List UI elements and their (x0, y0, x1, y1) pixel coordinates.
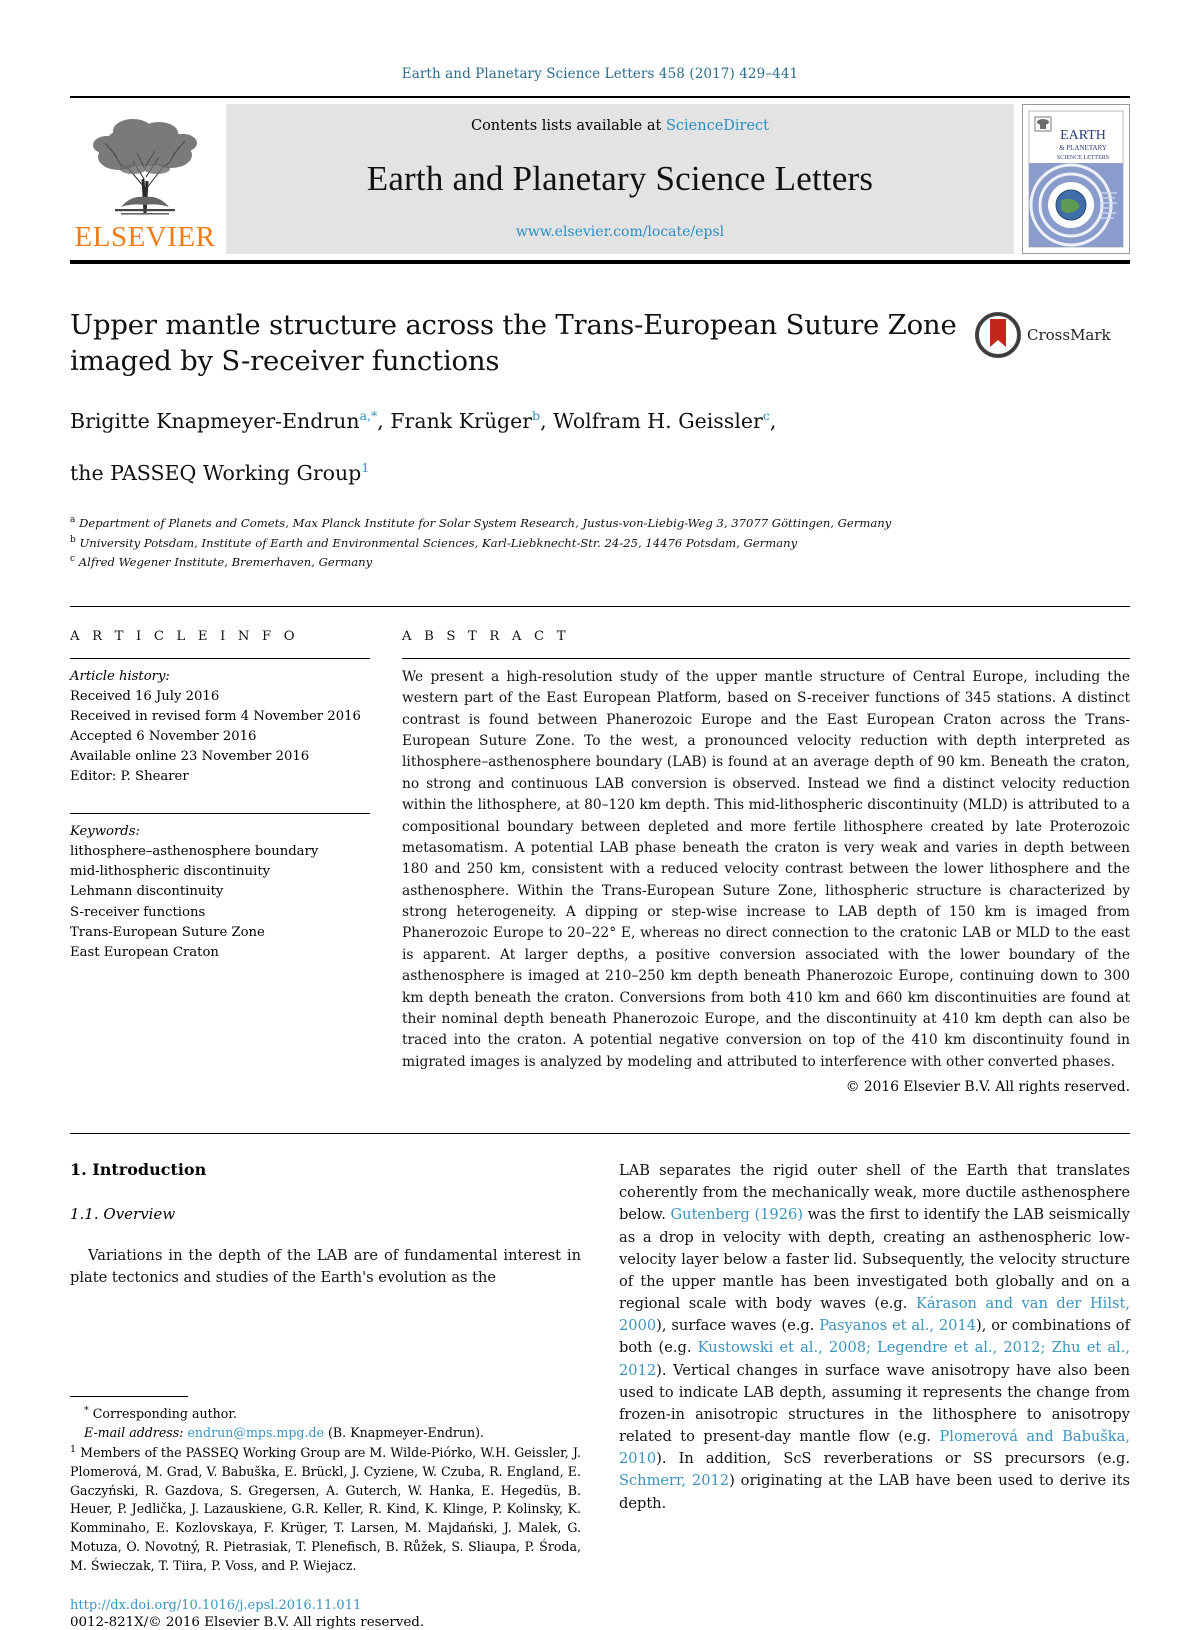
citation-link[interactable]: Plomerová and Babuška, 2010 (619, 1428, 1130, 1468)
paragraph-text: ) originating at the LAB have been used to derive its depth. (619, 1472, 1131, 1512)
affiliation-c-text: Alfred Wegener Institute, Bremerhaven, Germany (78, 555, 373, 570)
svg-text:SCIENCE LETTERS: SCIENCE LETTERS (1056, 155, 1110, 161)
body-column-left (70, 1160, 581, 1630)
article-info-rule (70, 658, 370, 659)
author-sep-2: , (540, 408, 554, 433)
svg-text:EARTH: EARTH (1060, 128, 1106, 143)
email-label: E-mail address: (84, 1424, 184, 1440)
elsevier-tree-icon (81, 109, 209, 221)
keyword-item: lithosphere–asthenosphere boundary (70, 844, 319, 860)
journal-masthead (70, 96, 1130, 264)
page-title: Upper mantle structure across the Trans-European Suture Zone imaged by S-receiver functions (70, 309, 957, 377)
contents-prefix: Contents lists available at (470, 118, 666, 134)
info-abstract-block (70, 606, 1130, 1095)
affiliation-a (70, 513, 1130, 533)
masthead-bottom-rule (70, 260, 1130, 264)
footnote-corresponding-author (70, 1404, 581, 1424)
elsevier-logo (70, 104, 220, 254)
footnote-block (70, 1396, 581, 1630)
subsection-heading-overview: 1.1. Overview (70, 1205, 176, 1224)
keywords-block (70, 813, 370, 962)
citation-link[interactable]: Gutenberg (1926) (670, 1206, 803, 1224)
doi-link[interactable]: http://dx.doi.org/10.1016/j.epsl.2016.11.011 (70, 1598, 362, 1614)
paragraph-text: ), or combinations of both (e.g. (619, 1317, 1130, 1357)
journal-banner (226, 104, 1014, 254)
affiliation-list (70, 513, 1130, 572)
crossmark-label: CrossMark (1027, 326, 1111, 344)
affiliation-b-mark: b (70, 534, 76, 545)
journal-title: Earth and Planetary Science Letters (366, 159, 874, 198)
affiliation-b (70, 533, 1130, 553)
paragraph-text: ). In addition, ScS reverberations or SS precursors (e.g. (656, 1450, 1130, 1468)
author-group (70, 458, 1130, 489)
intro-paragraph: Variations in the depth of the LAB are of fundamental interest in plate tectonics and studies of the Earth's evolution as the (70, 1247, 581, 1287)
citation-link[interactable]: Schmerr, 2012 (619, 1472, 730, 1490)
affiliation-a-text: Department of Planets and Comets, Max Planck Institute for Solar System Research, Justus-von-Liebig-Weg 3, 37077 Göttingen, Germany (79, 515, 892, 530)
footnote-corresponding-text: Corresponding author. (92, 1405, 237, 1421)
article-history (70, 667, 370, 787)
author-1: Brigitte Knapmeyer-Endrun$^{a,*}$ (70, 407, 378, 433)
running-head: Earth and Planetary Science Letters 458 (2017) 429–441 (401, 66, 799, 82)
author-3: Wolfram H. Geissler$^c$ (553, 407, 770, 433)
intro-paragraph-continued (619, 1160, 1130, 1515)
history-item: Editor: P. Shearer (70, 769, 189, 785)
abstract-rule (402, 658, 1130, 659)
body-column-right (619, 1160, 1130, 1630)
paragraph-text: ), surface waves (e.g. (656, 1317, 820, 1335)
paragraph-text: ). Vertical changes in surface wave anisotropy have also been used to indicate LAB depth, assuming it represents the change from frozen-in anisotropic structures in the lithosphere to anisotropy related to present-day mantle flow (e.g. (619, 1361, 1130, 1446)
footnote-working-group-text: Members of the PASSEQ Working Group are M. Wilde-Piórko, W.H. Geissler, J. Plomerová, M. Grad, V. Babuška, E. Brückl, J. Cyziene, W. Czuba, R. England, E. Gaczyński, R. Gazdova, S. Gregersen, A. Guterch, W. Hanka, E. Hegedüs, B. Heuer, P. Jedlička, J. Lazauskiene, G.R. Keller, R. Kind, K. Klinge, P. Kolinsky, K. Komminaho, E. Kozlovskaya, F. Krüger, T. Larsen, M. Majdański, J. Malek, G. Motuza, O. Novotný, R. Pietrasiak, T. Plenefisch, B. Růžek, S. Sliaupa, P. Środa, M. Świeczak, T. Tiira, P. Voss, and P. Wiejacz. (70, 1444, 581, 1574)
citation-link[interactable]: Kárason and van der Hilst, 2000 (619, 1295, 1131, 1335)
contents-available-line (471, 118, 769, 134)
footnote-working-group (70, 1443, 581, 1576)
history-item: Received 16 July 2016 (70, 688, 220, 704)
journal-cover-thumbnail (1022, 104, 1130, 254)
journal-url-link[interactable]: www.elsevier.com/locate/epsl (515, 224, 725, 240)
abstract-heading: A B S T R A C T (402, 628, 570, 644)
footnote-one-mark: 1 (70, 1443, 77, 1455)
citation-link[interactable]: Kustowski et al., 2008; Legendre et al., 2012; Zhu et al., 2012 (619, 1339, 1130, 1379)
elsevier-wordmark: ELSEVIER (74, 221, 216, 253)
affiliation-c (70, 552, 1130, 572)
cover-artwork (1023, 105, 1129, 253)
doi-block (70, 1598, 581, 1630)
author-sep-1: , (377, 408, 391, 433)
working-group-name: the PASSEQ Working Group (70, 461, 362, 486)
author-3-affil-mark: c (762, 407, 770, 423)
keywords-label: Keywords: (70, 824, 140, 840)
email-owner: (B. Knapmeyer-Endrun). (328, 1424, 485, 1440)
paragraph-text: LAB separates the rigid outer shell of the Earth that translates coherently from the mechanically weak, more ductile asthenosphere below. (619, 1162, 1130, 1224)
keyword-item: East European Craton (70, 944, 219, 960)
author-1-affil-mark: a,* (359, 407, 378, 423)
keywords-rule (70, 813, 370, 814)
keyword-item: Lehmann discontinuity (70, 884, 224, 900)
crossmark-icon (975, 312, 1021, 358)
body-columns (70, 1133, 1130, 1630)
author-2: Frank Krüger$^b$ (390, 407, 541, 433)
footnote-asterisk-mark: * (84, 1404, 89, 1416)
author-trailing-comma: , (769, 408, 777, 433)
paragraph-text: was the first to identify the LAB seismically as a drop in velocity with depth, creating an asthenospheric low-velocity layer below a faster lid. Subsequently, the velocity structure of the upper mantle has been investigated both globally and on a regional scale with body waves (e.g. (619, 1206, 1130, 1313)
keyword-item: Trans-European Suture Zone (70, 924, 265, 940)
email-link[interactable]: endrun@mps.mpg.de (187, 1424, 324, 1440)
history-item: Received in revised form 4 November 2016 (70, 709, 361, 725)
working-group-mark: 1 (361, 460, 370, 476)
svg-text:& PLANETARY: & PLANETARY (1059, 144, 1107, 152)
sciencedirect-link[interactable]: ScienceDirect (665, 118, 770, 134)
affiliation-a-mark: a (70, 515, 76, 525)
footnote-rule (70, 1396, 188, 1397)
abstract-text: We present a high-resolution study of the upper mantle structure of Central Europe, including the western part of the East European Platform, based on S-receiver functions of 345 stations. A distinct contrast is found between Phanerozoic Europe and the East European Craton across the Trans-European Suture Zone. To the west, a pronounced velocity reduction with depth interpreted as lithosphere–asthenosphere boundary (LAB) is found at an average depth of 90 km. Beneath the craton, no strong and continuous LAB conversion is observed. Instead we find a distinct velocity reduction within the lithosphere, at 80–120 km depth. This mid-lithospheric discontinuity (MLD) is attributed to a compositional boundary between depleted and more fertile lithosphere created by late Proterozoic metasomatism. A potential LAB phase beneath the craton is very weak and varies in depth between 180 and 250 km, consistent with a reduced velocity contrast between the lower lithosphere and the asthenosphere. Within the Trans-European Suture Zone, lithospheric structure is characterized by strong heterogeneity. A dipping or step-wise increase to LAB depth of 150 km is imaged from Phanerozoic Europe to 20–22° E, whereas no direct connection to the cratonic LAB or MLD to the east is apparent. At larger depths, a positive conversion associated with the lower boundary of the asthenosphere is imaged at 210–250 km depth beneath Phanerozoic Europe, continuing down to 300 km depth beneath the craton. Conversions from both 410 km and 660 km discontinuities are found at their nominal depth beneath Phanerozoic Europe, and the discontinuity at 410 km depth can also be traced into the craton. A potential negative conversion on top of the 410 km discontinuity found in migrated images is analyzed by modeling and attributed to interference with other converted phases. (402, 668, 1130, 1070)
issn-copyright-line: 0012-821X/© 2016 Elsevier B.V. All rights reserved. (70, 1615, 425, 1630)
article-info-heading: A R T I C L E I N F O (70, 628, 299, 644)
affiliation-c-mark: c (70, 554, 76, 565)
article-history-label: Article history: (70, 668, 170, 684)
affiliation-b-text: University Potsdam, Institute of Earth and Environmental Sciences, Karl-Liebknecht-Str. 24-25, 14476 Potsdam, Germany (79, 535, 798, 550)
footnote-email (70, 1424, 581, 1443)
citation-link[interactable]: Pasyanos et al., 2014 (819, 1317, 977, 1335)
history-item: Accepted 6 November 2016 (70, 729, 257, 745)
keyword-item: S-receiver functions (70, 904, 206, 920)
section-heading-introduction: 1. Introduction (70, 1160, 207, 1180)
article-info-column (70, 629, 370, 1095)
abstract-column (402, 629, 1130, 1095)
keyword-item: mid-lithospheric discontinuity (70, 864, 271, 880)
history-item: Available online 23 November 2016 (70, 749, 310, 765)
author-2-affil-mark: b (532, 407, 541, 423)
crossmark-badge[interactable] (975, 312, 1111, 358)
author-list (70, 406, 1130, 437)
abstract-copyright: © 2016 Elsevier B.V. All rights reserved. (845, 1079, 1130, 1096)
